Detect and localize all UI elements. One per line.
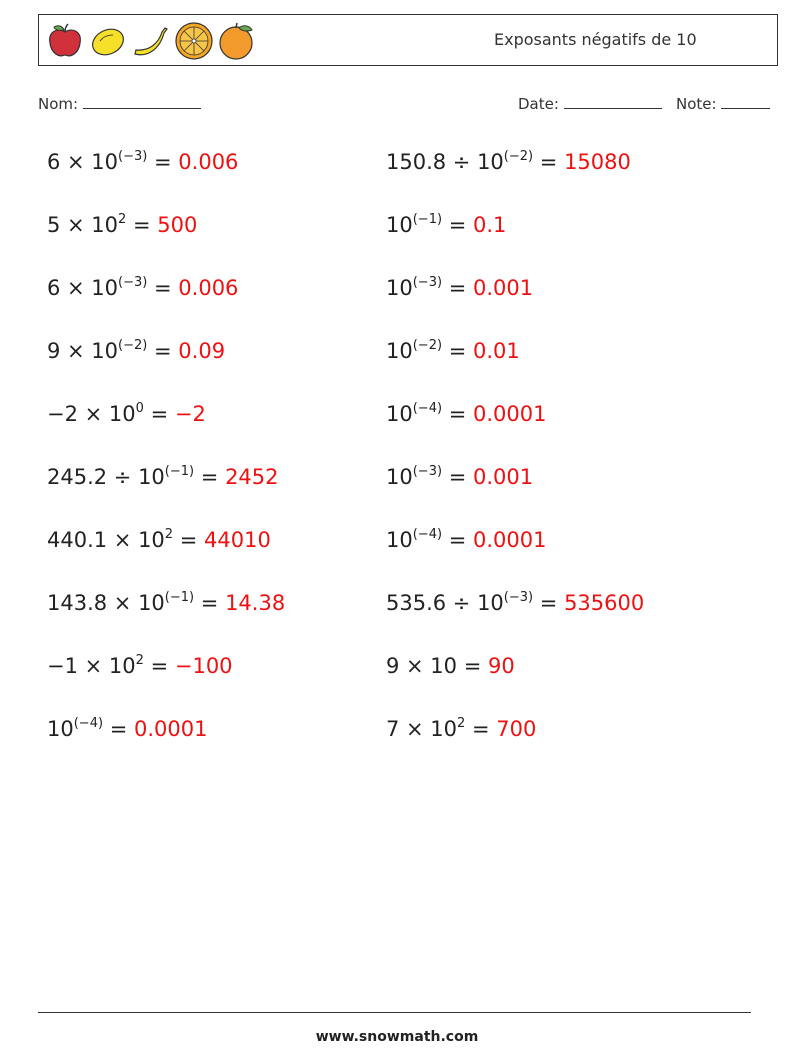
problem-right-5 xyxy=(386,402,546,426)
equals-sign: = xyxy=(442,339,473,363)
problem-right-6 xyxy=(386,465,533,489)
problem-answer: 0.0001 xyxy=(473,402,547,426)
lemon-icon xyxy=(88,21,128,61)
date-blank xyxy=(564,94,662,109)
equals-sign: = xyxy=(147,339,179,363)
problem-answer: 0.006 xyxy=(178,150,239,174)
footer-site: www.snowmath.com xyxy=(315,1029,479,1045)
problem-left-7 xyxy=(47,528,271,552)
equals-sign: = xyxy=(442,465,473,489)
problem-expression: 150.8 ÷ 10 xyxy=(386,150,504,174)
equals-sign: = xyxy=(103,717,134,741)
problem-answer: 0.1 xyxy=(473,213,507,237)
problem-exponent: 0 xyxy=(135,401,144,416)
equals-sign: = xyxy=(442,213,473,237)
orange-slice-icon xyxy=(174,21,214,61)
problem-expression: 10 xyxy=(386,339,413,363)
problem-right-3 xyxy=(386,276,533,300)
equals-sign: = xyxy=(533,150,565,174)
problem-expression: 10 xyxy=(386,528,413,552)
problem-left-6 xyxy=(47,465,279,489)
problem-exponent: (−3) xyxy=(412,464,443,479)
date-field xyxy=(518,94,662,113)
problem-expression: 10 xyxy=(386,213,413,237)
footer-divider xyxy=(38,1012,751,1013)
problem-answer: 700 xyxy=(496,717,537,741)
problem-exponent: (−1) xyxy=(164,464,195,479)
problem-left-1 xyxy=(47,150,238,174)
problem-left-3 xyxy=(47,276,238,300)
equals-sign: = xyxy=(147,150,179,174)
problem-expression: −1 × 10 xyxy=(47,654,136,678)
equals-sign: = xyxy=(143,654,175,678)
problem-left-8 xyxy=(47,591,285,615)
problem-expression: 535.6 ÷ 10 xyxy=(386,591,504,615)
grade-label: Note: xyxy=(676,95,717,113)
problem-right-2 xyxy=(386,213,506,237)
problem-right-4 xyxy=(386,339,520,363)
problem-exponent: (−2) xyxy=(118,338,148,353)
problem-left-5 xyxy=(47,402,206,426)
problem-exponent: 2 xyxy=(164,527,174,542)
equals-sign: = xyxy=(442,528,473,552)
problem-answer: 14.38 xyxy=(225,591,286,615)
problem-answer: 535600 xyxy=(564,591,645,615)
problem-right-8 xyxy=(386,591,644,615)
problem-left-4 xyxy=(47,339,225,363)
date-label: Date: xyxy=(518,95,559,113)
problem-answer: 500 xyxy=(157,213,198,237)
problem-exponent: 2 xyxy=(457,716,466,731)
problem-answer: 90 xyxy=(487,654,515,678)
equals-sign: = xyxy=(143,402,175,426)
grade-field xyxy=(676,94,770,113)
problem-exponent: (−1) xyxy=(412,212,443,227)
equals-sign: = xyxy=(194,465,226,489)
problem-answer: 0.006 xyxy=(178,276,239,300)
problem-expression: 5 × 10 xyxy=(47,213,119,237)
problem-exponent: (−4) xyxy=(73,716,104,731)
problem-exponent: (−2) xyxy=(503,149,534,164)
fruit-icons xyxy=(45,21,260,61)
apple-icon xyxy=(45,21,85,61)
problem-right-7 xyxy=(386,528,546,552)
equals-sign: = xyxy=(173,528,205,552)
problem-exponent: (−1) xyxy=(164,590,195,605)
problem-answer: 2452 xyxy=(225,465,279,489)
problem-expression: 10 xyxy=(386,402,413,426)
problem-answer: 0.09 xyxy=(178,339,226,363)
problem-exponent: (−4) xyxy=(412,401,443,416)
problem-exponent: 2 xyxy=(118,212,127,227)
equals-sign: = xyxy=(533,591,565,615)
problem-expression: 440.1 × 10 xyxy=(47,528,165,552)
problem-expression: 9 × 10 xyxy=(47,339,119,363)
equals-sign: = xyxy=(126,213,158,237)
problem-left-2 xyxy=(47,213,197,237)
problem-exponent: 2 xyxy=(135,653,144,668)
problem-right-9 xyxy=(386,654,515,678)
problem-expression: 9 × 10 xyxy=(386,654,458,678)
equals-sign: = xyxy=(194,591,226,615)
problem-right-1 xyxy=(386,150,631,174)
equals-sign: = xyxy=(442,402,473,426)
problem-answer: 15080 xyxy=(564,150,631,174)
problem-exponent: (−2) xyxy=(412,338,443,353)
equals-sign: = xyxy=(147,276,179,300)
worksheet-title: Exposants négatifs de 10 xyxy=(494,30,697,49)
equals-sign: = xyxy=(465,717,497,741)
grade-blank xyxy=(721,94,770,109)
problem-answer: 0.001 xyxy=(473,465,534,489)
equals-sign: = xyxy=(457,654,488,678)
orange-icon xyxy=(217,21,257,61)
problem-expression: 7 × 10 xyxy=(386,717,458,741)
problem-answer: 0.0001 xyxy=(473,528,547,552)
problem-expression: 6 × 10 xyxy=(47,276,119,300)
problem-answer: 0.01 xyxy=(473,339,520,363)
banana-icon xyxy=(131,21,171,61)
problem-expression: 143.8 × 10 xyxy=(47,591,165,615)
name-label: Nom: xyxy=(38,95,79,113)
problem-answer: −2 xyxy=(174,402,206,426)
problem-exponent: (−3) xyxy=(118,275,148,290)
problem-expression: 10 xyxy=(47,717,74,741)
problem-left-9 xyxy=(47,654,233,678)
problem-answer: 44010 xyxy=(204,528,271,552)
problem-expression: 10 xyxy=(386,276,413,300)
problem-expression: 6 × 10 xyxy=(47,150,119,174)
name-field xyxy=(38,94,201,113)
problem-expression: 245.2 ÷ 10 xyxy=(47,465,165,489)
problem-exponent: (−3) xyxy=(412,275,443,290)
header-box xyxy=(38,14,778,66)
equals-sign: = xyxy=(442,276,473,300)
problem-left-10 xyxy=(47,717,207,741)
problem-expression: −2 × 10 xyxy=(47,402,136,426)
problem-right-10 xyxy=(386,717,536,741)
problem-exponent: (−3) xyxy=(503,590,534,605)
problem-exponent: (−4) xyxy=(412,527,443,542)
problem-expression: 10 xyxy=(386,465,413,489)
problem-answer: −100 xyxy=(174,654,233,678)
problem-answer: 0.001 xyxy=(473,276,534,300)
problem-answer: 0.0001 xyxy=(134,717,208,741)
name-blank xyxy=(83,94,201,109)
problem-exponent: (−3) xyxy=(118,149,148,164)
